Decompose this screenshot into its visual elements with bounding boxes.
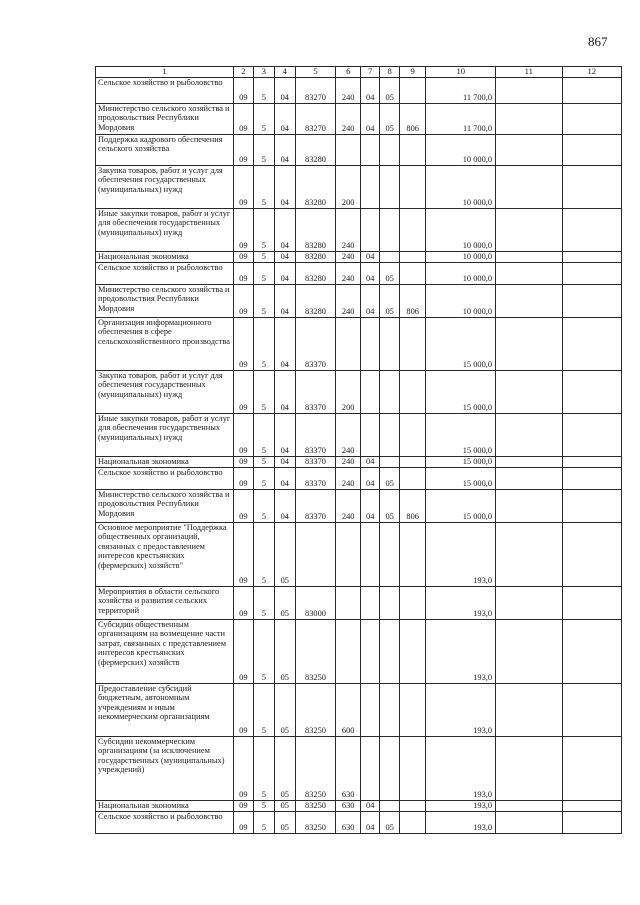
cell-code-6: 240 <box>336 251 361 262</box>
cell-code-8: 05 <box>380 284 399 317</box>
cell-code-3: 5 <box>253 103 274 134</box>
cell-amount: 15 000,0 <box>426 467 496 489</box>
cell-code-6 <box>336 619 361 683</box>
row-name: Сельское хозяйство и рыболовство <box>96 811 234 833</box>
cell-code-4: 04 <box>275 103 295 134</box>
cell-col-11 <box>496 208 563 251</box>
table-header-row <box>96 67 622 78</box>
cell-col-11 <box>496 619 563 683</box>
cell-code-3: 5 <box>253 413 274 456</box>
cell-code-6: 240 <box>336 284 361 317</box>
row-name: Национальная экономика <box>96 251 234 262</box>
cell-code-4: 05 <box>275 736 295 800</box>
row-name: Сельское хозяйство и рыболовство <box>96 467 234 489</box>
cell-code-4: 04 <box>275 413 295 456</box>
cell-amount: 11 700,0 <box>426 77 496 103</box>
cell-code-3: 5 <box>253 800 274 811</box>
cell-col-12 <box>562 522 621 586</box>
cell-code-7: 04 <box>360 800 379 811</box>
cell-col-11 <box>496 522 563 586</box>
cell-code-2: 09 <box>234 683 253 736</box>
cell-code-5: 83370 <box>295 413 336 456</box>
row-name: Министерство сельского хозяйства и продовольствия Республики Мордовия <box>96 489 234 522</box>
cell-code-3: 5 <box>253 467 274 489</box>
row-name: Поддержка кадрового обеспечения сельского хозяйства <box>96 134 234 165</box>
cell-code-6 <box>336 586 361 619</box>
cell-code-7 <box>360 165 379 208</box>
cell-col-11 <box>496 317 563 370</box>
cell-code-4: 05 <box>275 522 295 586</box>
cell-code-5: 83370 <box>295 317 336 370</box>
cell-code-5: 83280 <box>295 134 336 165</box>
cell-amount: 193,0 <box>426 619 496 683</box>
cell-col-12 <box>562 284 621 317</box>
table-row <box>96 251 622 262</box>
cell-code-6: 630 <box>336 736 361 800</box>
cell-code-2: 09 <box>234 370 253 413</box>
cell-code-8 <box>380 800 399 811</box>
row-name: Основное мероприятие "Поддержка общественных организаций, связанных с предоставлением интересов крестьянских (фермерских) хозяйств" <box>96 522 234 586</box>
cell-code-8: 05 <box>380 467 399 489</box>
column-header: 2 <box>234 67 253 78</box>
column-header: 9 <box>399 67 426 78</box>
cell-code-5: 83280 <box>295 262 336 284</box>
cell-code-8 <box>380 522 399 586</box>
cell-code-4: 05 <box>275 683 295 736</box>
cell-code-9 <box>399 467 426 489</box>
row-name: Иные закупки товаров, работ и услуг для обеспечения государственных (муниципальных) нужд <box>96 413 234 456</box>
cell-col-12 <box>562 619 621 683</box>
cell-code-9: 806 <box>399 489 426 522</box>
table-row <box>96 489 622 522</box>
cell-code-3: 5 <box>253 370 274 413</box>
cell-amount: 10 000,0 <box>426 251 496 262</box>
table-row <box>96 208 622 251</box>
row-name: Закупка товаров, работ и услуг для обеспечения государственных (муниципальных) нужд <box>96 370 234 413</box>
table-row <box>96 456 622 467</box>
cell-code-6: 240 <box>336 262 361 284</box>
cell-code-3: 5 <box>253 522 274 586</box>
cell-code-8 <box>380 134 399 165</box>
cell-code-4: 04 <box>275 317 295 370</box>
table-row <box>96 467 622 489</box>
column-header: 8 <box>380 67 399 78</box>
table-row <box>96 811 622 833</box>
cell-code-7: 04 <box>360 467 379 489</box>
cell-code-2: 09 <box>234 800 253 811</box>
cell-col-12 <box>562 413 621 456</box>
cell-col-11 <box>496 165 563 208</box>
cell-code-5: 83280 <box>295 208 336 251</box>
cell-code-6: 200 <box>336 370 361 413</box>
cell-code-9 <box>399 522 426 586</box>
row-name: Национальная экономика <box>96 456 234 467</box>
cell-code-4: 04 <box>275 251 295 262</box>
cell-code-8 <box>380 736 399 800</box>
cell-code-5: 83370 <box>295 489 336 522</box>
cell-code-7: 04 <box>360 489 379 522</box>
cell-code-8 <box>380 317 399 370</box>
cell-code-2: 09 <box>234 134 253 165</box>
row-name: Субсидии некоммерческим организациям (за исключением государственных (муниципальных) учреждений) <box>96 736 234 800</box>
cell-code-7: 04 <box>360 251 379 262</box>
cell-code-2: 09 <box>234 467 253 489</box>
cell-col-11 <box>496 284 563 317</box>
cell-code-7 <box>360 522 379 586</box>
cell-amount: 193,0 <box>426 683 496 736</box>
cell-code-5: 83250 <box>295 736 336 800</box>
cell-code-7 <box>360 134 379 165</box>
cell-col-12 <box>562 317 621 370</box>
cell-code-8 <box>380 683 399 736</box>
cell-code-2: 09 <box>234 456 253 467</box>
cell-code-9 <box>399 370 426 413</box>
cell-code-9 <box>399 736 426 800</box>
column-header: 6 <box>336 67 361 78</box>
cell-code-6 <box>336 522 361 586</box>
cell-code-3: 5 <box>253 165 274 208</box>
cell-col-12 <box>562 77 621 103</box>
cell-code-5: 83250 <box>295 619 336 683</box>
cell-code-2: 09 <box>234 284 253 317</box>
cell-col-12 <box>562 103 621 134</box>
cell-code-9 <box>399 800 426 811</box>
cell-code-9 <box>399 619 426 683</box>
cell-code-9 <box>399 317 426 370</box>
cell-amount: 10 000,0 <box>426 165 496 208</box>
cell-amount: 193,0 <box>426 811 496 833</box>
cell-code-3: 5 <box>253 811 274 833</box>
table-row <box>96 134 622 165</box>
cell-code-2: 09 <box>234 208 253 251</box>
cell-col-11 <box>496 103 563 134</box>
cell-amount: 193,0 <box>426 736 496 800</box>
cell-code-7 <box>360 413 379 456</box>
cell-col-12 <box>562 208 621 251</box>
cell-col-12 <box>562 489 621 522</box>
cell-amount: 15 000,0 <box>426 370 496 413</box>
table-row <box>96 262 622 284</box>
cell-code-5: 83370 <box>295 456 336 467</box>
column-header: 10 <box>426 67 496 78</box>
cell-code-7 <box>360 683 379 736</box>
cell-code-2: 09 <box>234 811 253 833</box>
cell-code-7: 04 <box>360 262 379 284</box>
cell-code-3: 5 <box>253 262 274 284</box>
cell-amount: 10 000,0 <box>426 262 496 284</box>
cell-col-12 <box>562 262 621 284</box>
cell-code-8 <box>380 413 399 456</box>
cell-code-6 <box>336 317 361 370</box>
cell-col-11 <box>496 586 563 619</box>
cell-col-12 <box>562 800 621 811</box>
cell-amount: 10 000,0 <box>426 208 496 251</box>
row-name: Субсидии общественным организациям на возмещение части затрат, связанных с представлением интересов крестьянских (фермерских) хозяйств <box>96 619 234 683</box>
cell-amount: 15 000,0 <box>426 456 496 467</box>
row-name: Министерство сельского хозяйства и продовольствия Республики Мордовия <box>96 284 234 317</box>
cell-code-2: 09 <box>234 317 253 370</box>
cell-code-7 <box>360 586 379 619</box>
cell-code-8: 05 <box>380 262 399 284</box>
cell-code-5: 83270 <box>295 77 336 103</box>
table-row <box>96 165 622 208</box>
cell-code-5: 83250 <box>295 683 336 736</box>
cell-code-3: 5 <box>253 736 274 800</box>
cell-code-3: 5 <box>253 77 274 103</box>
cell-code-5: 83270 <box>295 103 336 134</box>
cell-col-11 <box>496 77 563 103</box>
cell-col-11 <box>496 251 563 262</box>
cell-amount: 11 700,0 <box>426 103 496 134</box>
cell-code-7: 04 <box>360 456 379 467</box>
cell-code-5: 83280 <box>295 251 336 262</box>
cell-code-6: 240 <box>336 77 361 103</box>
cell-code-9 <box>399 456 426 467</box>
cell-code-7 <box>360 317 379 370</box>
cell-col-12 <box>562 370 621 413</box>
table-row <box>96 77 622 103</box>
cell-col-11 <box>496 811 563 833</box>
cell-code-6: 200 <box>336 165 361 208</box>
cell-code-2: 09 <box>234 522 253 586</box>
cell-code-3: 5 <box>253 456 274 467</box>
cell-code-6: 240 <box>336 467 361 489</box>
cell-code-5: 83370 <box>295 467 336 489</box>
cell-code-3: 5 <box>253 208 274 251</box>
cell-code-7: 04 <box>360 811 379 833</box>
cell-col-11 <box>496 370 563 413</box>
table-row <box>96 683 622 736</box>
cell-code-7 <box>360 370 379 413</box>
table-row <box>96 284 622 317</box>
cell-code-4: 05 <box>275 811 295 833</box>
cell-code-9 <box>399 262 426 284</box>
table-row <box>96 370 622 413</box>
column-header: 1 <box>96 67 234 78</box>
table-row <box>96 413 622 456</box>
cell-col-12 <box>562 586 621 619</box>
cell-code-9 <box>399 134 426 165</box>
table-row <box>96 103 622 134</box>
cell-col-12 <box>562 683 621 736</box>
row-name: Мероприятия в области сельского хозяйства и развития сельских территорий <box>96 586 234 619</box>
cell-code-4: 04 <box>275 284 295 317</box>
cell-code-9 <box>399 586 426 619</box>
cell-code-6: 240 <box>336 413 361 456</box>
cell-col-11 <box>496 456 563 467</box>
cell-col-12 <box>562 811 621 833</box>
cell-code-6 <box>336 134 361 165</box>
cell-code-4: 04 <box>275 165 295 208</box>
cell-col-12 <box>562 456 621 467</box>
table-row <box>96 586 622 619</box>
table-row <box>96 619 622 683</box>
cell-code-2: 09 <box>234 619 253 683</box>
cell-code-3: 5 <box>253 489 274 522</box>
cell-col-11 <box>496 489 563 522</box>
cell-code-3: 5 <box>253 134 274 165</box>
cell-code-9 <box>399 77 426 103</box>
column-header: 7 <box>360 67 379 78</box>
cell-col-12 <box>562 736 621 800</box>
cell-code-2: 09 <box>234 103 253 134</box>
cell-code-6: 240 <box>336 103 361 134</box>
cell-code-7: 04 <box>360 77 379 103</box>
cell-code-6: 600 <box>336 683 361 736</box>
cell-code-5: 83000 <box>295 586 336 619</box>
cell-code-8 <box>380 619 399 683</box>
cell-code-2: 09 <box>234 251 253 262</box>
cell-code-4: 04 <box>275 208 295 251</box>
cell-col-11 <box>496 467 563 489</box>
cell-code-8 <box>380 456 399 467</box>
cell-code-9: 806 <box>399 103 426 134</box>
cell-code-8 <box>380 251 399 262</box>
cell-code-3: 5 <box>253 251 274 262</box>
cell-code-7 <box>360 736 379 800</box>
cell-code-2: 09 <box>234 736 253 800</box>
cell-amount: 10 000,0 <box>426 284 496 317</box>
cell-code-4: 05 <box>275 619 295 683</box>
cell-code-9 <box>399 683 426 736</box>
cell-col-12 <box>562 251 621 262</box>
cell-code-2: 09 <box>234 413 253 456</box>
cell-code-5: 83280 <box>295 284 336 317</box>
cell-col-11 <box>496 134 563 165</box>
cell-code-6: 240 <box>336 208 361 251</box>
cell-code-4: 04 <box>275 489 295 522</box>
page-number: 867 <box>588 34 608 49</box>
cell-code-3: 5 <box>253 284 274 317</box>
cell-code-9 <box>399 251 426 262</box>
cell-amount: 193,0 <box>426 522 496 586</box>
cell-code-5: 83250 <box>295 800 336 811</box>
cell-code-8: 05 <box>380 103 399 134</box>
cell-col-11 <box>496 413 563 456</box>
cell-col-12 <box>562 467 621 489</box>
cell-code-4: 04 <box>275 467 295 489</box>
cell-col-11 <box>496 736 563 800</box>
cell-code-6: 240 <box>336 456 361 467</box>
column-header: 3 <box>253 67 274 78</box>
cell-amount: 10 000,0 <box>426 134 496 165</box>
cell-code-4: 04 <box>275 456 295 467</box>
table-row <box>96 736 622 800</box>
cell-code-6: 240 <box>336 489 361 522</box>
cell-code-6: 630 <box>336 811 361 833</box>
cell-amount: 15 000,0 <box>426 413 496 456</box>
cell-code-2: 09 <box>234 262 253 284</box>
cell-code-7 <box>360 208 379 251</box>
row-name: Иные закупки товаров, работ и услуг для обеспечения государственных (муниципальных) нужд <box>96 208 234 251</box>
cell-col-11 <box>496 262 563 284</box>
cell-code-4: 04 <box>275 262 295 284</box>
cell-code-5 <box>295 522 336 586</box>
cell-col-12 <box>562 134 621 165</box>
cell-code-3: 5 <box>253 317 274 370</box>
cell-code-4: 04 <box>275 77 295 103</box>
cell-code-5: 83280 <box>295 165 336 208</box>
column-header: 12 <box>562 67 621 78</box>
cell-code-9 <box>399 413 426 456</box>
table-row <box>96 317 622 370</box>
column-header: 4 <box>275 67 295 78</box>
cell-code-8: 05 <box>380 811 399 833</box>
cell-code-4: 04 <box>275 134 295 165</box>
row-name: Национальная экономика <box>96 800 234 811</box>
column-header: 5 <box>295 67 336 78</box>
cell-col-12 <box>562 165 621 208</box>
row-name: Сельское хозяйство и рыболовство <box>96 77 234 103</box>
cell-code-8 <box>380 165 399 208</box>
table-row <box>96 800 622 811</box>
cell-code-7 <box>360 619 379 683</box>
cell-code-4: 05 <box>275 586 295 619</box>
cell-code-9 <box>399 165 426 208</box>
cell-code-8: 05 <box>380 489 399 522</box>
cell-code-2: 09 <box>234 165 253 208</box>
cell-code-3: 5 <box>253 586 274 619</box>
cell-code-4: 04 <box>275 370 295 413</box>
cell-code-8 <box>380 208 399 251</box>
cell-code-9: 806 <box>399 284 426 317</box>
cell-code-3: 5 <box>253 683 274 736</box>
row-name: Организация информационного обеспечения в сфере сельскохозяйственного производства <box>96 317 234 370</box>
cell-code-8 <box>380 586 399 619</box>
cell-col-11 <box>496 800 563 811</box>
cell-code-8: 05 <box>380 77 399 103</box>
cell-amount: 15 000,0 <box>426 317 496 370</box>
cell-amount: 193,0 <box>426 586 496 619</box>
cell-code-6: 630 <box>336 800 361 811</box>
cell-col-11 <box>496 683 563 736</box>
cell-code-7: 04 <box>360 103 379 134</box>
cell-code-9 <box>399 811 426 833</box>
row-name: Предоставление субсидий бюджетным, автономным учреждениям и иным некоммерческим организациям <box>96 683 234 736</box>
row-name: Министерство сельского хозяйства и продовольствия Республики Мордовия <box>96 103 234 134</box>
cell-code-2: 09 <box>234 489 253 522</box>
cell-amount: 15 000,0 <box>426 489 496 522</box>
cell-code-7: 04 <box>360 284 379 317</box>
cell-code-5: 83250 <box>295 811 336 833</box>
cell-code-2: 09 <box>234 77 253 103</box>
cell-code-3: 5 <box>253 619 274 683</box>
table-row <box>96 522 622 586</box>
budget-table <box>95 66 622 834</box>
column-header: 11 <box>496 67 563 78</box>
cell-code-5: 83370 <box>295 370 336 413</box>
row-name: Сельское хозяйство и рыболовство <box>96 262 234 284</box>
cell-code-9 <box>399 208 426 251</box>
cell-code-4: 05 <box>275 800 295 811</box>
cell-code-8 <box>380 370 399 413</box>
row-name: Закупка товаров, работ и услуг для обеспечения государственных (муниципальных) нужд <box>96 165 234 208</box>
cell-code-2: 09 <box>234 586 253 619</box>
cell-amount: 193,0 <box>426 800 496 811</box>
